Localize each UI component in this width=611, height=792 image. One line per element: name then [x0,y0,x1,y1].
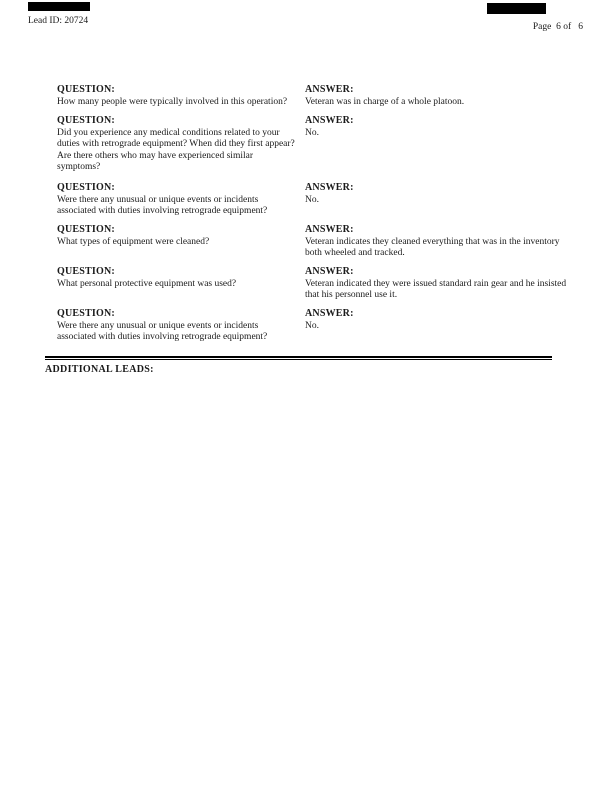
question-column [57,308,305,344]
redaction-bar [487,3,546,14]
qa-row [57,224,567,260]
answer-text: Veteran indicated they were issued standard rain gear and he insisted that his personnel use it. [305,278,567,300]
answer-text: No. [305,194,319,205]
question-label: QUESTION: [57,84,115,95]
answer-column [305,308,567,333]
qa-row [57,182,567,218]
question-label: QUESTION: [57,181,115,193]
answer-column [305,115,567,140]
qa-row [57,308,567,344]
question-column [57,266,305,291]
answer-label: ANSWER: [305,114,354,126]
qa-section [57,84,567,344]
question-column [57,182,305,218]
answer-text: No. [305,320,319,331]
question-label: QUESTION: [57,114,115,126]
answer-column [305,182,567,207]
answer-text: Veteran was in charge of a whole platoon. [305,97,465,107]
question-column [57,84,305,109]
answer-column [305,84,567,109]
answer-text: No. [305,127,319,138]
answer-column [305,266,567,302]
answer-label: ANSWER: [305,84,354,95]
answer-text: Veteran indicates they cleaned everything that was in the inventory both wheeled and tracked. [305,236,560,258]
question-text: What personal protective equipment was used? [57,278,237,289]
answer-label: ANSWER: [305,307,354,319]
answer-label: ANSWER: [305,265,354,277]
section-divider-line [45,356,552,360]
question-text: Were there any unusual or unique events or incidents associated with duties involving retrograde equipment? [57,194,268,216]
question-column [57,115,305,174]
question-label: QUESTION: [57,223,115,235]
redaction-bar [28,2,90,11]
qa-row [57,266,567,302]
question-label: QUESTION: [57,307,115,319]
question-text: Were there any unusual or unique events or incidents associated with duties involving retrograde equipment? [57,320,268,342]
qa-row [57,115,567,174]
qa-row [57,84,567,109]
answer-label: ANSWER: [305,181,354,193]
page-number: Page 6 of 6 [532,22,583,32]
additional-leads-heading: ADDITIONAL LEADS: [45,364,154,375]
question-text: How many people were typically involved in this operation? [57,97,288,107]
lead-id: Lead ID: 20724 [28,16,89,26]
question-text: Did you experience any medical conditions related to your duties with retrograde equipment? When did they first appear? Are there others who may have experienced similar symptoms? [57,127,295,172]
answer-column [305,224,567,260]
answer-label: ANSWER: [305,223,354,235]
question-text: What types of equipment were cleaned? [57,236,210,247]
question-column [57,224,305,249]
question-label: QUESTION: [57,265,115,277]
